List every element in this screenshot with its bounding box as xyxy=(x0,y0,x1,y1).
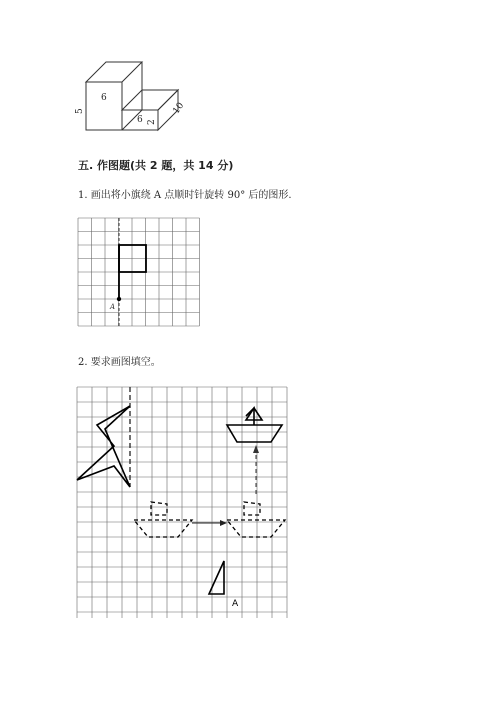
label-top-height: 6 xyxy=(101,93,107,103)
question-2-text: 2. 要求画图填空。 xyxy=(78,357,161,368)
flag-shape xyxy=(119,245,146,299)
step-prism-figure xyxy=(70,52,200,142)
point-a xyxy=(117,297,121,301)
transform-grid xyxy=(77,387,289,620)
boat-solid xyxy=(227,408,282,442)
section-title: 五. 作图题(共 2 题，共 14 分) xyxy=(78,159,234,172)
label-step-small: 2 xyxy=(147,119,157,125)
label-left-height: 5 xyxy=(75,108,85,114)
label-depth: 10 xyxy=(171,100,187,117)
right-triangle xyxy=(209,561,224,594)
question-1-text: 1. 画出将小旗绕 A 点顺时针旋转 90° 后的图形. xyxy=(78,190,292,201)
point-a-label-2: A xyxy=(232,599,239,609)
flag-grid xyxy=(78,218,203,326)
label-step-height: 6 xyxy=(137,115,143,125)
point-a-label: A xyxy=(110,303,116,311)
